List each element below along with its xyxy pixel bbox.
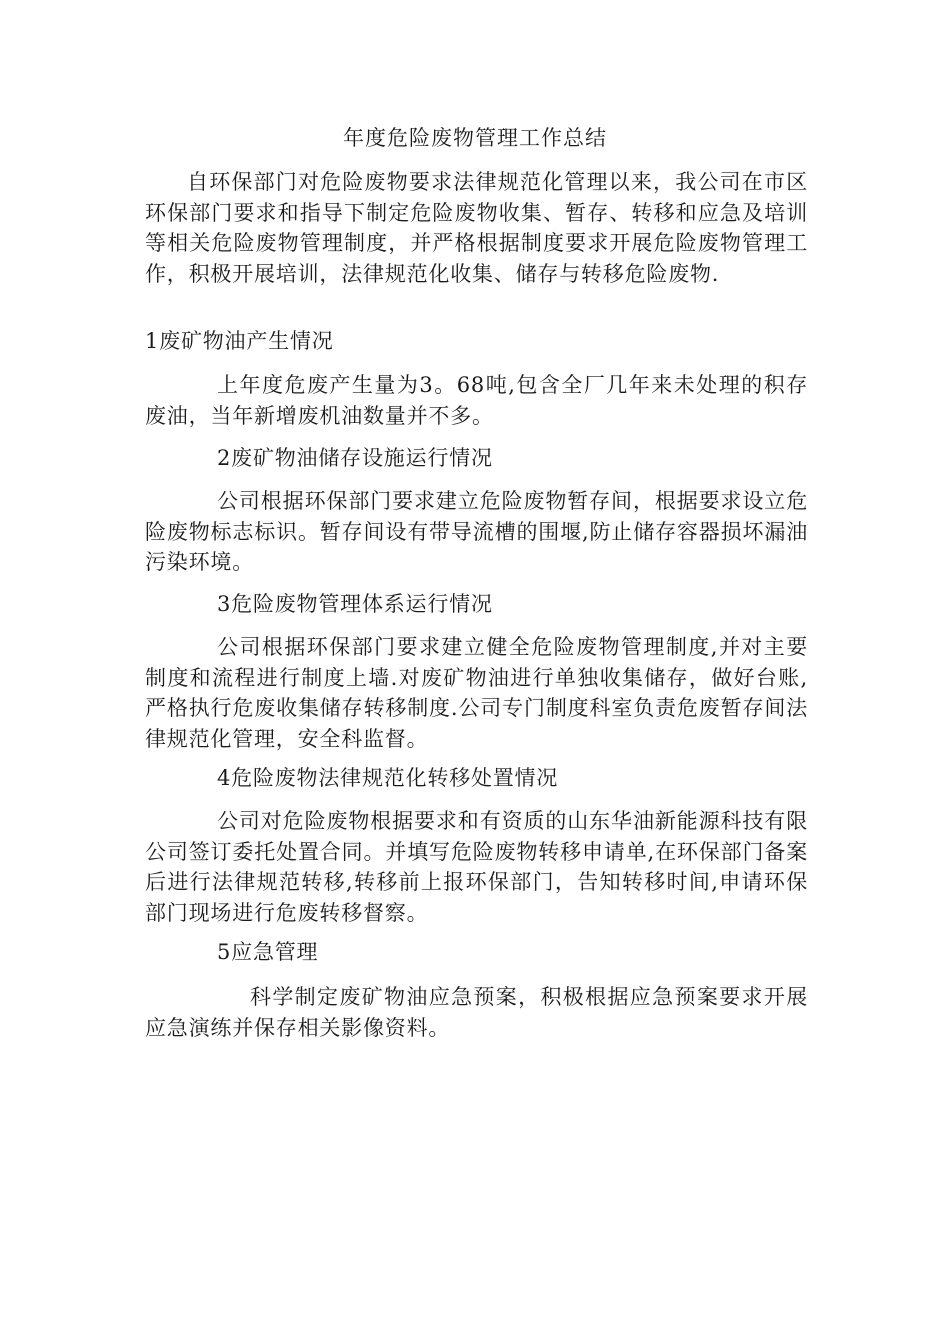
section-1-body: 上年度危废产生量为3。68吨,包含全厂几年来未处理的积存废油，当年新增废机油数量并不多。 [145,373,808,428]
section-1-heading: 1废矿物油产生情况 [145,329,334,353]
section-3-heading: 3危险废物管理体系运行情况 [217,592,493,616]
section-4-body: 公司对危险废物根据要求和有资质的山东华油新能源科技有限公司签订委托处置合同。并填写危险废物转移申请单,在环保部门备案后进行法律规范转移,转移前上报环保部门，告知转移时间,申请环保部门现场进行危废转移督察。 [145,809,808,925]
section-4-heading: 4危险废物法律规范化转移处置情况 [217,766,559,790]
section-5-heading: 5应急管理 [217,940,319,964]
section-3-body: 公司根据环保部门要求建立健全危险废物管理制度,并对主要制度和流程进行制度上墙.对废矿物油进行单独收集储存，做好台账,严格执行危废收集储存转移制度.公司专门制度科室负责危废暂存间法律规范化管理，安全科监督。 [145,635,808,751]
section-2-body: 公司根据环保部门要求建立危险废物暂存间，根据要求设立危险废物标志标识。暂存间设有带导流槽的围堰,防止储存容器损坏漏油污染环境。 [145,489,808,574]
section-5-body: 科学制定废矿物油应急预案，积极根据应急预案要求开展应急演练并保存相关影像资料。 [145,985,808,1040]
document-title: 年度危险废物管理工作总结 [343,126,607,150]
section-2-heading: 2废矿物油储存设施运行情况 [217,446,493,470]
intro-paragraph: 自环保部门对危险废物要求法律规范化管理以来，我公司在市区环保部门要求和指导下制定危险废物收集、暂存、转移和应急及培训等相关危险废物管理制度，并严格根据制度要求开展危险废物管理工作，积极开展培训，法律规范化收集、储存与转移危险废物. [145,170,808,286]
